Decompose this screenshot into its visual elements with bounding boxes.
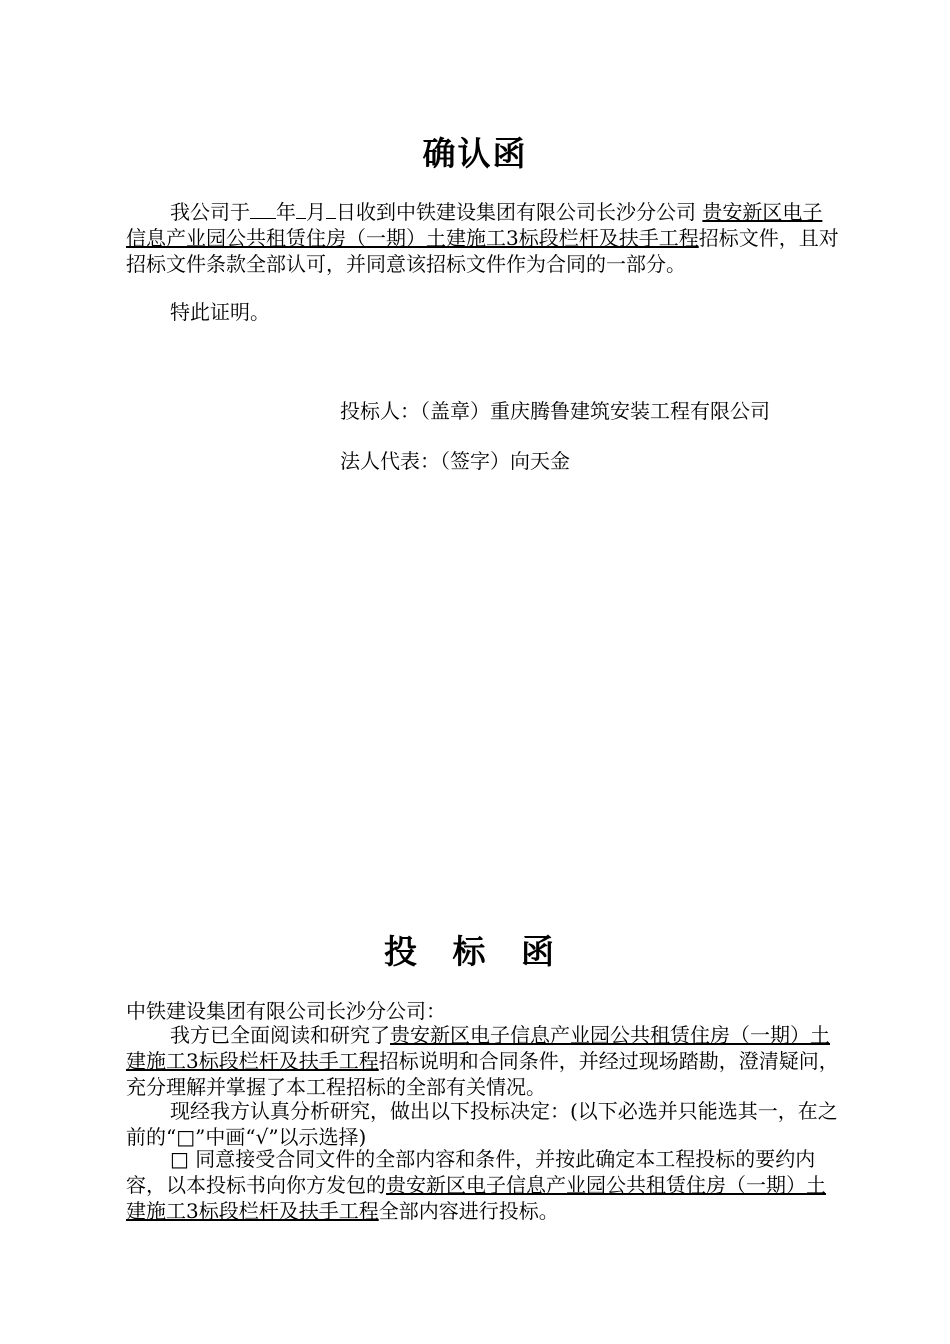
confirm-paragraph-1 bbox=[126, 199, 842, 277]
text-segment: 现经我方认真分析研究，做出以下投标决定：(以下必选并只能选其一，在之前的“□”中画“√”以示选择) bbox=[126, 1099, 838, 1149]
project-name: 贵安新区电子信息产业园公共租赁住房（一期）土建施工3标段栏杆及扶手工程 bbox=[126, 1173, 826, 1223]
project-name: 贵安新区电子信息产业园公共租赁住房（一期）土建施工3标段栏杆及扶手工程 bbox=[126, 1023, 830, 1073]
bid-paragraph-3 bbox=[126, 1146, 842, 1224]
text-segment: □ 同意接受合同文件的全部内容和条件，并按此确定本工程投标的要约内容，以本投标书向你方发包的 bbox=[126, 1147, 816, 1197]
bid-paragraph-1 bbox=[126, 1022, 842, 1100]
text-segment: 全部内容进行投标。 bbox=[378, 1199, 559, 1223]
text-segment: 招标说明和合同条件，并经过现场踏勘，澄清疑问，充分理解并掌握了本工程招标的全部有关情况。 bbox=[126, 1049, 839, 1099]
day-blank bbox=[326, 200, 336, 219]
legal-rep-signature: 法人代表：（签字）向天金 bbox=[340, 449, 570, 473]
project-name: 贵安新区电子信息产业园公共租赁住房（一期）土建施工3标段栏杆及扶手工程 bbox=[126, 200, 823, 250]
text-segment: 招标文件，且对招标文件条款全部认可，并同意该招标文件作为合同的一部分。 bbox=[126, 226, 839, 276]
bid-paragraph-2 bbox=[126, 1098, 842, 1150]
confirm-paragraph-2 bbox=[126, 299, 842, 325]
year-blank bbox=[250, 200, 276, 219]
text-segment: 日收到中铁建设集团有限公司长沙分公司 bbox=[336, 200, 696, 224]
text-segment: 年 bbox=[276, 200, 296, 224]
text-segment: 特此证明。 bbox=[170, 300, 270, 324]
text-segment: 我公司于 bbox=[170, 200, 250, 224]
text-segment: 月 bbox=[306, 200, 326, 224]
month-blank bbox=[296, 200, 306, 219]
text-segment: 我方已全面阅读和研究了 bbox=[170, 1023, 390, 1047]
confirm-letter-title: 确认函 bbox=[422, 134, 528, 173]
bidder-signature: 投标人：（盖章）重庆腾鲁建筑安装工程有限公司 bbox=[340, 399, 770, 423]
bid-letter-title: 投 标 函 bbox=[384, 932, 566, 971]
bid-salutation: 中铁建设集团有限公司长沙分公司： bbox=[126, 999, 446, 1023]
